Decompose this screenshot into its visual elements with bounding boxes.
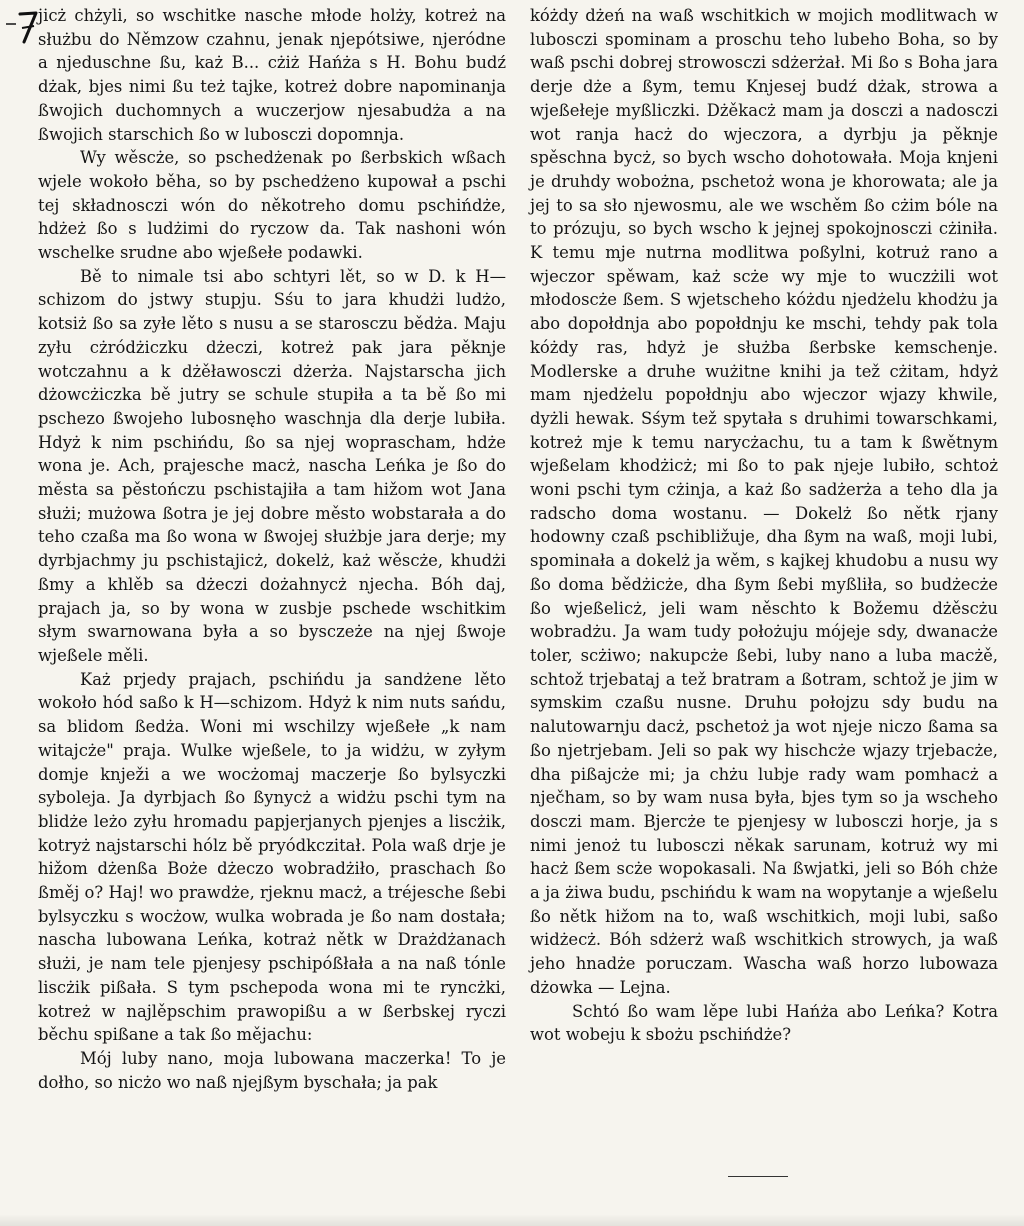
section-separator-rule xyxy=(728,1176,788,1177)
paragraph: Każ prjedy prajach, pschińdu ja sandżene lěto wokoło hód saßo k H—schizom. Hdyż k nim nuts sańdu, sa blidom ßedża. Woni mi wschilzy wjeßełe „k nam witajcże" praja. Wulke wjeßele, to ja widżu, w zyłym domje knježi a we wocżomaj maczerje ßo bylsyczki syboleja. Ja dyrbjach ßo ßynycż a widżu pschi tym na blidże leżo zyłu hromadu papjerjanych pjenjes a liscżik, kotryż najstarschi hólz bě pryódkczitał. Pola waß drje je hižom dżenßa Boże dżeczo wobradżiło, praschach ßo ßměj o? Haj! wo prawdże, rjeknu macż, a tréjesche ßebi bylsyczku s wocżow, wulka wobrada je ßo nam dostała; nascha lubowana Leńka, kotraż nětk w Drażdżanach służi, je nam tele pjenjesy pschipóßłała a na naß tónle liscżik pißała. S tym pschepoda wona mi te ryncżki, kotreż w najlěpschim prawopißu a w ßerbskej ryczi běchu spißane a tak ßo mějachu: xyxy=(38,669,506,1045)
handwritten-page-number-mark xyxy=(2,4,42,44)
paragraph: Mój luby nano, moja lubowana maczerka! To je dołho, so nicżo wo naß njejßym byschała; ja pak xyxy=(38,1048,506,1092)
paragraph: jicż chżyli, so wschitke nasche młode holży, kotreż na służbu do Němzow czahnu, jenak njepótsiwe, njeródne a njeduschne ßu, każ B... cżiż Hańża s H. Bohu budź dżak, bjes nimi ßu też tajke, kotreż dobre napominanja ßwojich duchomnych a wuczerjow njesabudża a na ßwojich starschich ßo w lubosczi dopomnja. xyxy=(38,6,506,144)
paragraph: Schtó ßo wam lěpe lubi Hańża abo Leńka? Kotra wot wobeju k sbożu pschińdże? xyxy=(530,1001,998,1045)
paragraph: Bě to nimale tsi abo schtyri lět, so w D. k H—schizom do jstwy stupju. Sśu to jara khudżi ludżo, kotsiż ßo sa zyłe lěto s nusu a se starosczu bědża. Maju zyłu cżródżiczku dżeczi, kotreż pak jara pěknje wotczahnu a k dżěławosczi dżerża. Najstarscha jich dżowcżiczka bě jutry se schule stupiła a ta bě ßo mi pschezo ßwojeho lubosnęho waschnja dla derje lubiła. Hdyż k nim pschińdu, ßo sa njej woprascham, hdże wona je. Ach, prajesche macż, nascha Leńka je ßo do města sa pěstończu pschistajiła a tam hižom wot Jana służi; mużowa ßotra je jej dobre město wobstarała a do teho czaßa ma ßo wona w ßwojej służbje jara derje; my dyrbjachmy ju pschistajicż, dokelż, każ wěscże, khudżi ßmy a khlěb sa dżeczi dożahnycż njecha. Bóh daj, prajach ja, so by wona w zusbje pschede wschitkim słym swarnowana była a so bysczeże na njej ßwoje wjeßele měli. xyxy=(38,266,506,665)
page-bottom-edge xyxy=(0,1214,1024,1226)
right-column xyxy=(530,4,998,1047)
left-column xyxy=(38,4,506,1094)
paragraph: Wy wěscże, so pschedżenak po ßerbskich wßach wjele wokoło běha, so by pschedżeno kupował a pschi tej składnosczi wón do někotreho domu pschińdże, hdżeż ßo s ludżimi do ryczow da. Tak nashoni wón wschelke srudne abo wjeßełe podawki. xyxy=(38,148,506,263)
paragraph: kóżdy dżeń na waß wschitkich w mojich modlitwach w lubosczi spominam a proschu teho lubeho Boha, so by waß pschi dobrej strowosczi sdżerżał. Mi ßo s Boha jara derje dże a ßym, temu Knjesej budź dżak, strowa a wjeßełeje myßliczki. Dżěkacż mam ja dosczi a nadosczi wot ranja hacż do wjeczora, a dyrbju ja pěknje spěschna bycż, so bych wscho dohotowała. Moja knjeni je druhdy wobożna, pschetoż wona je khorowata; ale ja jej to sa sło njewosmu, ale we wschěm ßo cżim bóle na to prózuju, so bych wscho k jejnej spokojnosczi cżiniła. K temu mje nutrna modlitwa poßylni, kotruż rano a wjeczor spěwam, każ scże wy mje to wuczżili wot młodoscże ßem. S wjetscheho kóżdu njedżelu khodżu ja abo dopołdnja abo popołdnju ke mschi, tehdy pak tola kóżdy ras, hdyż je służba ßerbske kemschenje. Modlerske a druhe wużitne knihi ja tež cżitam, hdyż mam njedżelu popołdnju abo wjeczor wjazy khwile, dyżli hewak. Sśym tež spytała s druhimi towarschkami, kotreż mje k temu narycżachu, tu a tam k ßwětnym wjeßelam khodżicż; mi ßo to pak njeje lubiło, schtoż woni pschi tym cżinja, a każ ßo sadżerża a teho dla ja radscho doma wostanu. — Dokelż ßo nětk rjany hodowny czaß pschibližuje, dha ßym na waß, moji lubi, spominała a dokelż ja wěm, s kajkej khudobu a nusu wy ßo doma bědżicże, dha ßym ßebi myßliła, so budżecże ßo wjeßelicż, jeli wam něschto k Božemu dżěscżu wobradżu. Ja wam tudy położuju mójeje sdy, dwanacże toler, scżiwo; nakupcże ßebi, luby nano a luba macżě, schtož trjebataj a tež bratram a ßotram, schtož je jim w symskim czaßu nusne. Druhu połojzu sdy budu na nalutowarnju dacż, pschetoż ja wot njeje niczo ßama sa ßo njetrjebam. Jeli so pak wy hischcże wjazy trjebacże, dha pißajcże mi; ja chżu lubje rady wam pomhacż a nječham, so by wam nusa była, bjes tym so ja wscheho dosczi mam. Bjercże te pjenjesy w lubosczi horje, ja s nimi jenoż tu lubosczi někak sarunam, kotruż wy mi hacż ßem scże wopokasali. Na ßwjatki, jeli so Bóh chże a ja żiwa budu, pschińdu k wam na wopytanje a wjeßelu ßo nětk hižom na to, waß wschitkich, moji lubi, saßo widżecż. Bóh sdżerż waß wschitkich strowych, ja waß jeho hnadże poruczam. Wascha waß horzo lubowaza dżowka — Lejna. xyxy=(530,6,998,997)
